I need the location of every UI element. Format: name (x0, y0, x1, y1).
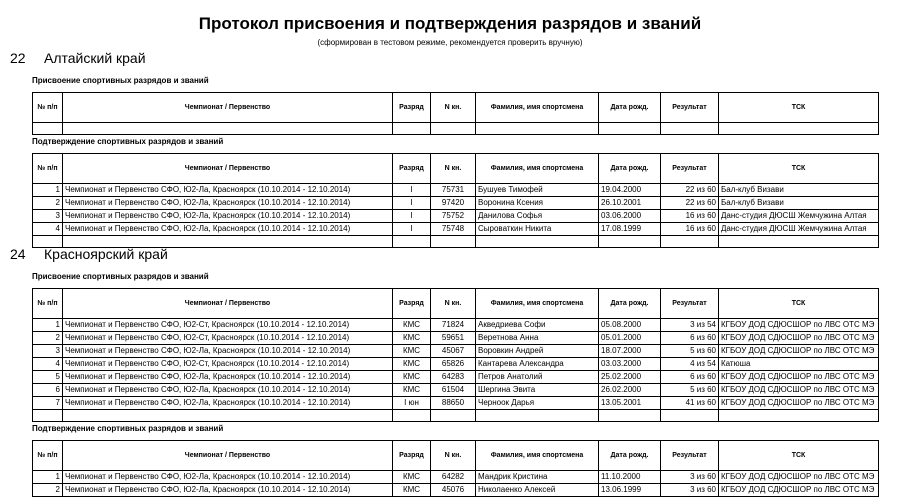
cell-rank: I юн (393, 397, 431, 410)
column-header-champ: Чемпионат / Первенство (63, 289, 393, 319)
region-heading (10, 246, 168, 262)
cell-rank: I (393, 184, 431, 197)
page-subtitle: (сформирован в тестовом режиме, рекомендуется проверить вручную) (317, 38, 583, 47)
table-header-row (33, 289, 879, 319)
cell-rank: КМС (393, 484, 431, 497)
cell-tsk: КГБОУ ДОД СДЮСШОР по ЛВС ОТС МЭ (719, 319, 879, 332)
cell-tsk: КГБОУ ДОД СДЮСШОР по ЛВС ОТС МЭ (719, 371, 879, 384)
cell-num: 3 (33, 210, 63, 223)
table-row (33, 358, 879, 371)
cell-result: 3 из 60 (661, 471, 719, 484)
cell-tsk: КГБОУ ДОД СДЮСШОР по ЛВС ОТС МЭ (719, 345, 879, 358)
cell-name: Бушуев Тимофей (476, 184, 599, 197)
column-header-card: N кн. (431, 289, 476, 319)
cell-rank: КМС (393, 332, 431, 345)
cell-tsk: Данс-студия ДЮСШ Жемчужина Алтая (719, 210, 879, 223)
cell-dob: 26.10.2001 (599, 197, 661, 210)
cell-tsk: Бал-клуб Визави (719, 184, 879, 197)
region-number: 22 (10, 50, 26, 66)
cell-dob: 18.07.2000 (599, 345, 661, 358)
column-header-tsk: ТСК (719, 93, 879, 123)
cell-name: Данилова Софья (476, 210, 599, 223)
cell-rank: I (393, 210, 431, 223)
column-header-num: № п/п (33, 93, 63, 123)
cell-num: 1 (33, 319, 63, 332)
assign-table (32, 288, 879, 422)
column-header-rank: Разряд (393, 289, 431, 319)
table-row (33, 371, 879, 384)
cell-num: 6 (33, 384, 63, 397)
cell-tsk: КГБОУ ДОД СДЮСШОР по ЛВС ОТС МЭ (719, 332, 879, 345)
cell-champ: Чемпионат и Первенство СФО, Ю2-Ла, Красноярск (10.10.2014 - 12.10.2014) (63, 371, 393, 384)
table-row (33, 397, 879, 410)
cell-card: 59651 (431, 332, 476, 345)
column-header-card: N кн. (431, 154, 476, 184)
table-header-row (33, 441, 879, 471)
table-row (33, 332, 879, 345)
cell-num: 1 (33, 184, 63, 197)
page-title: Протокол присвоения и подтверждения разрядов и званий (198, 14, 702, 33)
confirm-section-title: Подтверждение спортивных разрядов и званий (32, 137, 224, 146)
table-row (33, 184, 879, 197)
cell-rank: КМС (393, 471, 431, 484)
cell-result: 6 из 60 (661, 332, 719, 345)
cell-rank: КМС (393, 345, 431, 358)
cell-card: 88650 (431, 397, 476, 410)
cell-result: 5 из 60 (661, 384, 719, 397)
column-header-tsk: ТСК (719, 154, 879, 184)
cell-result: 22 из 60 (661, 184, 719, 197)
column-header-result: Результат (661, 93, 719, 123)
cell-result: 5 из 60 (661, 345, 719, 358)
cell-card: 61504 (431, 384, 476, 397)
cell-name: Сыроваткин Никита (476, 223, 599, 236)
column-header-name: Фамилия, имя спортсмена (476, 93, 599, 123)
cell-tsk: Данс-студия ДЮСШ Жемчужина Алтая (719, 223, 879, 236)
cell-dob: 25.02.2000 (599, 371, 661, 384)
cell-champ: Чемпионат и Первенство СФО, Ю2-Ст, Красноярск (10.10.2014 - 12.10.2014) (63, 358, 393, 371)
cell-dob: 13.06.1999 (599, 484, 661, 497)
cell-rank: КМС (393, 358, 431, 371)
cell-champ: Чемпионат и Первенство СФО, Ю2-Ст, Красноярск (10.10.2014 - 12.10.2014) (63, 319, 393, 332)
assign-section-title: Присвоение спортивных разрядов и званий (32, 76, 209, 85)
cell-num: 2 (33, 332, 63, 345)
cell-champ: Чемпионат и Первенство СФО, Ю2-Ла, Красноярск (10.10.2014 - 12.10.2014) (63, 471, 393, 484)
cell-name: Веретнова Анна (476, 332, 599, 345)
cell-dob: 05.08.2000 (599, 319, 661, 332)
table-header-row (33, 154, 879, 184)
cell-rank: I (393, 223, 431, 236)
column-header-rank: Разряд (393, 441, 431, 471)
column-header-tsk: ТСК (719, 441, 879, 471)
cell-num: 1 (33, 471, 63, 484)
column-header-dob: Дата рожд. (599, 154, 661, 184)
cell-dob: 11.10.2000 (599, 471, 661, 484)
table-row (33, 223, 879, 236)
cell-tsk: Бал-клуб Визави (719, 197, 879, 210)
cell-champ: Чемпионат и Первенство СФО, Ю2-Ла, Красноярск (10.10.2014 - 12.10.2014) (63, 184, 393, 197)
empty-row (33, 410, 879, 422)
cell-champ: Чемпионат и Первенство СФО, Ю2-Ла, Красноярск (10.10.2014 - 12.10.2014) (63, 223, 393, 236)
cell-result: 22 из 60 (661, 197, 719, 210)
column-header-dob: Дата рожд. (599, 93, 661, 123)
table-row (33, 197, 879, 210)
cell-dob: 19.04.2000 (599, 184, 661, 197)
confirm-section-title: Подтверждение спортивных разрядов и званий (32, 424, 224, 433)
cell-name: Шергина Эвита (476, 384, 599, 397)
column-header-dob: Дата рожд. (599, 289, 661, 319)
cell-card: 75748 (431, 223, 476, 236)
cell-name: Петров Анатолий (476, 371, 599, 384)
table-row (33, 384, 879, 397)
cell-card: 75752 (431, 210, 476, 223)
cell-num: 7 (33, 397, 63, 410)
cell-name: Николаенко Алексей (476, 484, 599, 497)
column-header-tsk: ТСК (719, 289, 879, 319)
column-header-champ: Чемпионат / Первенство (63, 93, 393, 123)
cell-card: 75731 (431, 184, 476, 197)
cell-tsk: КГБОУ ДОД СДЮСШОР по ЛВС ОТС МЭ (719, 384, 879, 397)
assign-table (32, 92, 879, 135)
cell-name: Кантарева Александра (476, 358, 599, 371)
cell-dob: 03.03.2000 (599, 358, 661, 371)
column-header-card: N кн. (431, 441, 476, 471)
column-header-num: № п/п (33, 441, 63, 471)
table-row (33, 471, 879, 484)
table-header-row (33, 93, 879, 123)
cell-card: 64282 (431, 471, 476, 484)
cell-card: 45076 (431, 484, 476, 497)
cell-name: Воронина Ксения (476, 197, 599, 210)
cell-champ: Чемпионат и Первенство СФО, Ю2-Ла, Красноярск (10.10.2014 - 12.10.2014) (63, 384, 393, 397)
column-header-name: Фамилия, имя спортсмена (476, 154, 599, 184)
cell-card: 71824 (431, 319, 476, 332)
cell-dob: 26.02.2000 (599, 384, 661, 397)
cell-num: 4 (33, 223, 63, 236)
column-header-result: Результат (661, 289, 719, 319)
cell-card: 97420 (431, 197, 476, 210)
table-row (33, 484, 879, 497)
cell-result: 41 из 60 (661, 397, 719, 410)
cell-tsk: КГБОУ ДОД СДЮСШОР по ЛВС ОТС МЭ (719, 397, 879, 410)
region-number: 24 (10, 246, 26, 262)
cell-result: 3 из 60 (661, 484, 719, 497)
cell-card: 64283 (431, 371, 476, 384)
cell-dob: 17.08.1999 (599, 223, 661, 236)
region-name: Красноярский край (44, 246, 168, 262)
region-name: Алтайский край (44, 50, 146, 66)
column-header-card: N кн. (431, 93, 476, 123)
cell-champ: Чемпионат и Первенство СФО, Ю2-Ла, Красноярск (10.10.2014 - 12.10.2014) (63, 210, 393, 223)
cell-name: Мандрик Кристина (476, 471, 599, 484)
cell-tsk: КГБОУ ДОД СДЮСШОР по ЛВС ОТС МЭ (719, 484, 879, 497)
table-row (33, 319, 879, 332)
cell-rank: КМС (393, 319, 431, 332)
column-header-num: № п/п (33, 154, 63, 184)
cell-num: 2 (33, 197, 63, 210)
cell-champ: Чемпионат и Первенство СФО, Ю2-Ла, Красноярск (10.10.2014 - 12.10.2014) (63, 484, 393, 497)
column-header-result: Результат (661, 441, 719, 471)
cell-rank: I (393, 197, 431, 210)
cell-champ: Чемпионат и Первенство СФО, Ю2-Ла, Красноярск (10.10.2014 - 12.10.2014) (63, 397, 393, 410)
cell-dob: 13.05.2001 (599, 397, 661, 410)
cell-result: 16 из 60 (661, 223, 719, 236)
cell-card: 45067 (431, 345, 476, 358)
cell-rank: КМС (393, 371, 431, 384)
cell-num: 5 (33, 371, 63, 384)
cell-name: Акведриева Софи (476, 319, 599, 332)
cell-champ: Чемпионат и Первенство СФО, Ю2-Ла, Красноярск (10.10.2014 - 12.10.2014) (63, 197, 393, 210)
cell-name: Черноок Дарья (476, 397, 599, 410)
column-header-name: Фамилия, имя спортсмена (476, 441, 599, 471)
cell-num: 2 (33, 484, 63, 497)
cell-name: Воровкин Андрей (476, 345, 599, 358)
cell-tsk: Катюша (719, 358, 879, 371)
column-header-rank: Разряд (393, 154, 431, 184)
cell-result: 3 из 54 (661, 319, 719, 332)
column-header-result: Результат (661, 154, 719, 184)
cell-result: 16 из 60 (661, 210, 719, 223)
cell-num: 4 (33, 358, 63, 371)
assign-section-title: Присвоение спортивных разрядов и званий (32, 272, 209, 281)
cell-result: 6 из 60 (661, 371, 719, 384)
confirm-table (32, 440, 879, 497)
column-header-name: Фамилия, имя спортсмена (476, 289, 599, 319)
table-row (33, 345, 879, 358)
column-header-num: № п/п (33, 289, 63, 319)
empty-row (33, 123, 879, 135)
cell-result: 4 из 54 (661, 358, 719, 371)
cell-tsk: КГБОУ ДОД СДЮСШОР по ЛВС ОТС МЭ (719, 471, 879, 484)
cell-champ: Чемпионат и Первенство СФО, Ю2-Ла, Красноярск (10.10.2014 - 12.10.2014) (63, 345, 393, 358)
table-row (33, 210, 879, 223)
column-header-rank: Разряд (393, 93, 431, 123)
column-header-champ: Чемпионат / Первенство (63, 154, 393, 184)
column-header-dob: Дата рожд. (599, 441, 661, 471)
cell-card: 65826 (431, 358, 476, 371)
cell-num: 3 (33, 345, 63, 358)
cell-dob: 05.01.2000 (599, 332, 661, 345)
region-heading (10, 50, 146, 66)
confirm-table (32, 153, 879, 248)
cell-dob: 03.06.2000 (599, 210, 661, 223)
cell-champ: Чемпионат и Первенство СФО, Ю2-Ст, Красноярск (10.10.2014 - 12.10.2014) (63, 332, 393, 345)
cell-rank: КМС (393, 384, 431, 397)
column-header-champ: Чемпионат / Первенство (63, 441, 393, 471)
